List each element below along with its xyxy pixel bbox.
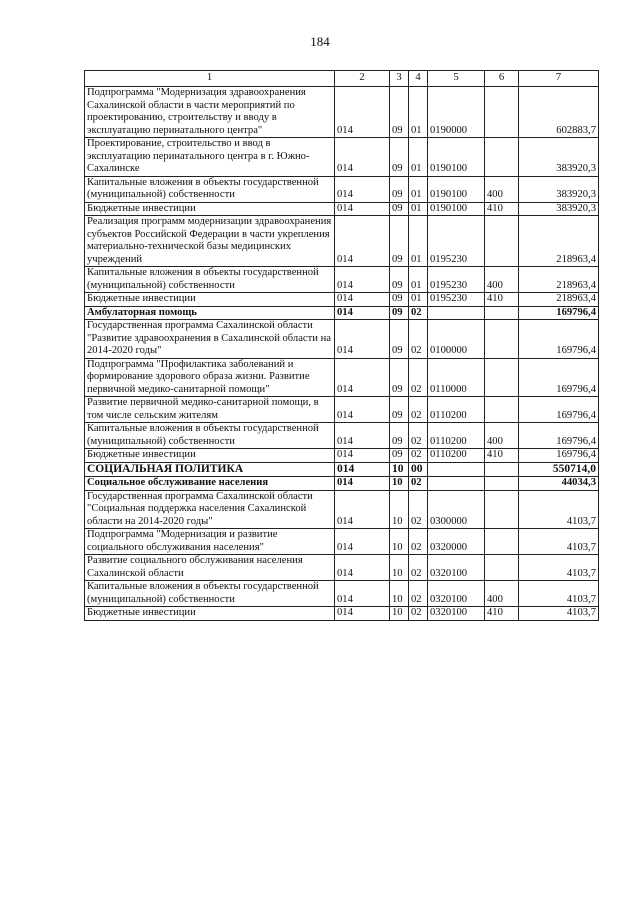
table-row bbox=[85, 477, 599, 491]
table-row bbox=[85, 202, 599, 216]
row-expense-type-cell bbox=[485, 462, 519, 477]
row-expense-type-cell: 410 bbox=[485, 607, 519, 621]
row-section-code-cell: 09 bbox=[390, 320, 409, 359]
row-expense-type-cell bbox=[485, 490, 519, 529]
row-target-article-cell: 0300000 bbox=[428, 490, 485, 529]
row-name-cell bbox=[85, 306, 335, 320]
row-section-code-cell: 10 bbox=[390, 529, 409, 555]
budget-table bbox=[84, 70, 599, 621]
row-section-code-cell: 09 bbox=[390, 423, 409, 449]
row-subsection-code-cell: 02 bbox=[409, 423, 428, 449]
row-section-code-cell: 10 bbox=[390, 581, 409, 607]
row-expense-type-cell bbox=[485, 477, 519, 491]
row-name-cell bbox=[85, 216, 335, 267]
row-name-text: Капитальные вложения в объекты государственной (муниципальной) собственности bbox=[87, 423, 319, 447]
row-expense-type-cell: 400 bbox=[485, 267, 519, 293]
column-header-1: 1 bbox=[85, 71, 335, 87]
row-amount-cell: 169796,4 bbox=[519, 358, 599, 397]
row-admin-code-cell: 014 bbox=[335, 607, 390, 621]
row-admin-code-cell: 014 bbox=[335, 306, 390, 320]
row-name-cell bbox=[85, 477, 335, 491]
row-admin-code-cell: 014 bbox=[335, 477, 390, 491]
row-name-text: Подпрограмма "Профилактика заболеваний и формирование здорового образа жизни. Развитие первичной медико-санитарной помощи" bbox=[87, 358, 310, 395]
row-section-code-cell: 09 bbox=[390, 267, 409, 293]
row-name-cell bbox=[85, 202, 335, 216]
row-amount-cell: 4103,7 bbox=[519, 529, 599, 555]
row-subsection-code-cell: 01 bbox=[409, 293, 428, 307]
row-amount-cell: 4103,7 bbox=[519, 490, 599, 529]
table-row bbox=[85, 320, 599, 359]
row-name-text: Развитие первичной медико-санитарной помощи, в том числе сельским жителям bbox=[87, 397, 319, 421]
row-name-cell bbox=[85, 176, 335, 202]
row-name-cell bbox=[85, 449, 335, 463]
row-name-text: СОЦИАЛЬНАЯ ПОЛИТИКА bbox=[87, 462, 244, 475]
row-name-text: Развитие социального обслуживания населения Сахалинской области bbox=[87, 555, 303, 579]
column-header-7: 7 bbox=[519, 71, 599, 87]
row-name-text: Капитальные вложения в объекты государственной (муниципальной) собственности bbox=[87, 176, 319, 200]
table-row bbox=[85, 423, 599, 449]
row-name-text: Государственная программа Сахалинской области "Социальная поддержка населения Сахалинской области на 2014-2020 годы" bbox=[87, 490, 313, 527]
row-subsection-code-cell: 01 bbox=[409, 202, 428, 216]
row-admin-code-cell: 014 bbox=[335, 529, 390, 555]
row-name-text: Бюджетные инвестиции bbox=[87, 449, 196, 460]
row-name-cell bbox=[85, 358, 335, 397]
row-expense-type-cell: 410 bbox=[485, 202, 519, 216]
row-name-text: Подпрограмма "Модернизация здравоохранения Сахалинской области в части мероприятий по проектированию, строительству и вводу в эксплуатацию перинатального центра" bbox=[87, 87, 306, 136]
row-section-code-cell: 10 bbox=[390, 607, 409, 621]
row-subsection-code-cell: 01 bbox=[409, 138, 428, 177]
row-subsection-code-cell: 02 bbox=[409, 490, 428, 529]
row-admin-code-cell: 014 bbox=[335, 87, 390, 138]
row-section-code-cell: 09 bbox=[390, 202, 409, 216]
row-subsection-code-cell: 00 bbox=[409, 462, 428, 477]
row-subsection-code-cell: 02 bbox=[409, 477, 428, 491]
row-admin-code-cell: 014 bbox=[335, 423, 390, 449]
row-section-code-cell: 09 bbox=[390, 87, 409, 138]
row-amount-cell: 383920,3 bbox=[519, 202, 599, 216]
row-name-text: Проектирование, строительство и ввод в эксплуатацию перинатального центра в г. Южно-Сахалинске bbox=[87, 138, 310, 174]
row-amount-cell: 218963,4 bbox=[519, 216, 599, 267]
row-subsection-code-cell: 01 bbox=[409, 267, 428, 293]
row-section-code-cell: 09 bbox=[390, 449, 409, 463]
row-expense-type-cell bbox=[485, 555, 519, 581]
row-name-text: Капитальные вложения в объекты государственной (муниципальной) собственности bbox=[87, 267, 319, 291]
row-section-code-cell: 09 bbox=[390, 138, 409, 177]
row-amount-cell: 218963,4 bbox=[519, 293, 599, 307]
row-expense-type-cell bbox=[485, 529, 519, 555]
row-expense-type-cell bbox=[485, 87, 519, 138]
table-row bbox=[85, 358, 599, 397]
row-expense-type-cell: 410 bbox=[485, 449, 519, 463]
row-admin-code-cell: 014 bbox=[335, 216, 390, 267]
row-name-cell bbox=[85, 267, 335, 293]
table-row bbox=[85, 138, 599, 177]
row-name-text: Капитальные вложения в объекты государственной (муниципальной) собственности bbox=[87, 581, 319, 605]
row-name-cell bbox=[85, 423, 335, 449]
row-expense-type-cell: 400 bbox=[485, 423, 519, 449]
row-name-text: Реализация программ модернизации здравоохранения субъектов Российской Федерации в части укрепления материально-технической базы медицинских учреждений bbox=[87, 216, 332, 265]
row-target-article-cell: 0195230 bbox=[428, 293, 485, 307]
row-target-article-cell: 0190100 bbox=[428, 138, 485, 177]
table-row bbox=[85, 87, 599, 138]
row-subsection-code-cell: 02 bbox=[409, 358, 428, 397]
table-row bbox=[85, 449, 599, 463]
row-subsection-code-cell: 02 bbox=[409, 607, 428, 621]
row-name-cell bbox=[85, 581, 335, 607]
row-name-cell bbox=[85, 555, 335, 581]
row-subsection-code-cell: 02 bbox=[409, 529, 428, 555]
row-section-code-cell: 09 bbox=[390, 216, 409, 267]
table-row bbox=[85, 581, 599, 607]
row-admin-code-cell: 014 bbox=[335, 581, 390, 607]
row-admin-code-cell: 014 bbox=[335, 267, 390, 293]
row-name-cell bbox=[85, 607, 335, 621]
row-name-text: Бюджетные инвестиции bbox=[87, 293, 196, 304]
row-amount-cell: 4103,7 bbox=[519, 607, 599, 621]
row-expense-type-cell bbox=[485, 397, 519, 423]
row-target-article-cell: 0320100 bbox=[428, 607, 485, 621]
row-expense-type-cell: 400 bbox=[485, 581, 519, 607]
row-name-cell bbox=[85, 138, 335, 177]
row-target-article-cell: 0320100 bbox=[428, 555, 485, 581]
row-name-text: Бюджетные инвестиции bbox=[87, 607, 196, 619]
row-subsection-code-cell: 02 bbox=[409, 397, 428, 423]
row-name-cell bbox=[85, 320, 335, 359]
row-name-text: Социальное обслуживание населения bbox=[87, 477, 269, 489]
row-section-code-cell: 09 bbox=[390, 176, 409, 202]
table-row bbox=[85, 607, 599, 621]
row-admin-code-cell: 014 bbox=[335, 358, 390, 397]
row-target-article-cell: 0100000 bbox=[428, 320, 485, 359]
table-body bbox=[85, 87, 599, 621]
row-target-article-cell: 0110200 bbox=[428, 423, 485, 449]
row-subsection-code-cell: 01 bbox=[409, 176, 428, 202]
row-admin-code-cell: 014 bbox=[335, 320, 390, 359]
row-target-article-cell: 0110000 bbox=[428, 358, 485, 397]
table-row bbox=[85, 555, 599, 581]
row-amount-cell: 550714,0 bbox=[519, 462, 599, 477]
row-expense-type-cell bbox=[485, 306, 519, 320]
row-expense-type-cell bbox=[485, 216, 519, 267]
row-amount-cell: 218963,4 bbox=[519, 267, 599, 293]
row-name-text: Государственная программа Сахалинской области "Развитие здравоохранения в Сахалинской области на 2014-2020 годы" bbox=[87, 320, 331, 356]
row-section-code-cell: 10 bbox=[390, 477, 409, 491]
row-section-code-cell: 10 bbox=[390, 490, 409, 529]
row-amount-cell: 169796,4 bbox=[519, 423, 599, 449]
table-row bbox=[85, 176, 599, 202]
column-header-6: 6 bbox=[485, 71, 519, 87]
table-row bbox=[85, 462, 599, 477]
row-subsection-code-cell: 02 bbox=[409, 449, 428, 463]
row-name-text: Подпрограмма "Модернизация и развитие социального обслуживания населения" bbox=[87, 529, 278, 553]
row-amount-cell: 4103,7 bbox=[519, 581, 599, 607]
row-admin-code-cell: 014 bbox=[335, 555, 390, 581]
table-row bbox=[85, 306, 599, 320]
row-name-cell bbox=[85, 490, 335, 529]
row-expense-type-cell bbox=[485, 358, 519, 397]
row-subsection-code-cell: 02 bbox=[409, 581, 428, 607]
row-expense-type-cell bbox=[485, 138, 519, 177]
row-amount-cell: 169796,4 bbox=[519, 449, 599, 463]
page-number: 184 bbox=[310, 34, 330, 49]
row-section-code-cell: 09 bbox=[390, 358, 409, 397]
row-subsection-code-cell: 02 bbox=[409, 306, 428, 320]
table-row bbox=[85, 267, 599, 293]
table-row bbox=[85, 529, 599, 555]
table-header-row bbox=[85, 71, 599, 87]
row-amount-cell: 169796,4 bbox=[519, 397, 599, 423]
row-amount-cell: 383920,3 bbox=[519, 138, 599, 177]
row-target-article-cell: 0195230 bbox=[428, 267, 485, 293]
row-admin-code-cell: 014 bbox=[335, 138, 390, 177]
row-target-article-cell: 0110200 bbox=[428, 449, 485, 463]
row-target-article-cell: 0190100 bbox=[428, 202, 485, 216]
row-subsection-code-cell: 02 bbox=[409, 555, 428, 581]
row-target-article-cell: 0195230 bbox=[428, 216, 485, 267]
row-target-article-cell: 0190000 bbox=[428, 87, 485, 138]
row-section-code-cell: 09 bbox=[390, 293, 409, 307]
row-expense-type-cell: 410 bbox=[485, 293, 519, 307]
row-amount-cell: 383920,3 bbox=[519, 176, 599, 202]
row-admin-code-cell: 014 bbox=[335, 490, 390, 529]
row-target-article-cell bbox=[428, 306, 485, 320]
row-name-text: Амбулаторная помощь bbox=[87, 306, 197, 318]
row-target-article-cell: 0190100 bbox=[428, 176, 485, 202]
row-target-article-cell bbox=[428, 462, 485, 477]
row-amount-cell: 4103,7 bbox=[519, 555, 599, 581]
table-row bbox=[85, 293, 599, 307]
table-row bbox=[85, 490, 599, 529]
row-section-code-cell: 10 bbox=[390, 462, 409, 477]
row-subsection-code-cell: 01 bbox=[409, 87, 428, 138]
row-admin-code-cell: 014 bbox=[335, 397, 390, 423]
column-header-5: 5 bbox=[428, 71, 485, 87]
row-admin-code-cell: 014 bbox=[335, 202, 390, 216]
table-row bbox=[85, 397, 599, 423]
row-subsection-code-cell: 02 bbox=[409, 320, 428, 359]
column-header-2: 2 bbox=[335, 71, 390, 87]
row-admin-code-cell: 014 bbox=[335, 293, 390, 307]
row-subsection-code-cell: 01 bbox=[409, 216, 428, 267]
table-row bbox=[85, 216, 599, 267]
row-amount-cell: 169796,4 bbox=[519, 320, 599, 359]
row-target-article-cell bbox=[428, 477, 485, 491]
row-name-cell bbox=[85, 293, 335, 307]
row-name-cell bbox=[85, 397, 335, 423]
row-expense-type-cell: 400 bbox=[485, 176, 519, 202]
column-header-4: 4 bbox=[409, 71, 428, 87]
row-admin-code-cell: 014 bbox=[335, 176, 390, 202]
column-header-3: 3 bbox=[390, 71, 409, 87]
row-amount-cell: 169796,4 bbox=[519, 306, 599, 320]
row-amount-cell: 44034,3 bbox=[519, 477, 599, 491]
row-target-article-cell: 0320100 bbox=[428, 581, 485, 607]
row-admin-code-cell: 014 bbox=[335, 449, 390, 463]
row-section-code-cell: 09 bbox=[390, 397, 409, 423]
row-target-article-cell: 0320000 bbox=[428, 529, 485, 555]
row-name-cell bbox=[85, 462, 335, 477]
row-expense-type-cell bbox=[485, 320, 519, 359]
row-section-code-cell: 10 bbox=[390, 555, 409, 581]
row-target-article-cell: 0110200 bbox=[428, 397, 485, 423]
row-admin-code-cell: 014 bbox=[335, 462, 390, 477]
row-section-code-cell: 09 bbox=[390, 306, 409, 320]
row-amount-cell: 602883,7 bbox=[519, 87, 599, 138]
row-name-text: Бюджетные инвестиции bbox=[87, 202, 196, 214]
row-name-cell bbox=[85, 87, 335, 138]
row-name-cell bbox=[85, 529, 335, 555]
